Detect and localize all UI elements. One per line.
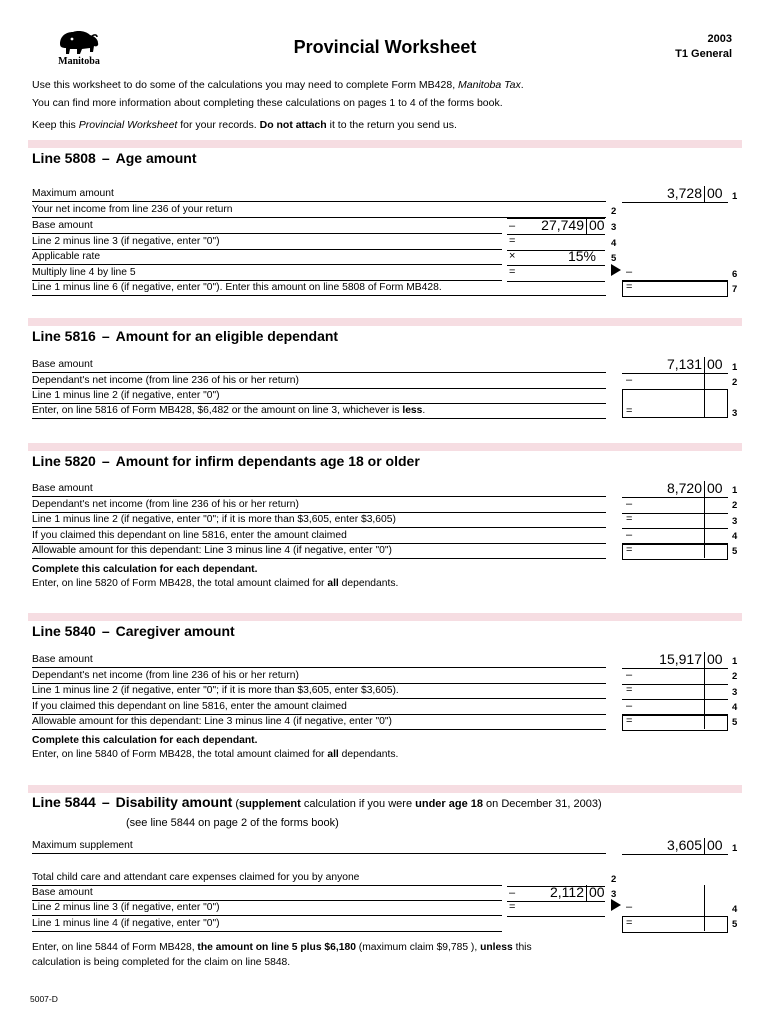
line-3-field[interactable]	[622, 683, 728, 700]
line-code: Line 5820	[32, 453, 96, 469]
note-text: dependants.	[338, 749, 399, 760]
row-5808-2: Your net income from line 236 of your return	[32, 202, 606, 218]
row-5808-3: Base amount	[32, 218, 502, 234]
op-equals: =	[626, 684, 633, 696]
line-number: 1	[732, 485, 738, 496]
row-5816-2: Dependant's net income (from line 236 of his or her return)	[32, 373, 606, 389]
cents-divider	[586, 885, 587, 901]
section-title-5808	[32, 150, 197, 166]
section-band	[28, 785, 742, 793]
row-5844-4: Line 2 minus line 3 (if negative, enter "0")	[32, 900, 502, 916]
section-band	[28, 443, 742, 451]
row-5808-6: Multiply line 4 by line 5	[32, 265, 502, 281]
final-bold: unless	[480, 942, 513, 953]
line-5-result-box[interactable]	[622, 714, 728, 731]
section-name: Amount for an eligible dependant	[115, 328, 339, 344]
line-number: 7	[732, 284, 738, 295]
row-text: Enter, on line 5816 of Form MB428, $6,482 or the amount on line 3, whichever is	[32, 405, 403, 416]
op-equals: =	[626, 544, 633, 556]
age-label: under age 18	[415, 798, 483, 810]
line-code: Line 5840	[32, 623, 96, 639]
line-number: 2	[732, 377, 738, 388]
line-number: 4	[732, 904, 738, 915]
op-minus: –	[626, 669, 633, 681]
cents: 00	[707, 837, 723, 853]
op-equals: =	[626, 715, 633, 727]
line-number: 5	[611, 253, 617, 264]
row-5820-1: Base amount	[32, 481, 606, 497]
row-5840-5: Allowable amount for this dependant: Line 3 minus line 4 (if negative, enter "0")	[32, 714, 606, 730]
line-7-result-box[interactable]	[622, 280, 728, 297]
subtitle-text: on December 31, 2003	[482, 798, 598, 810]
line-number: 2	[611, 206, 617, 217]
row-5808-5: Applicable rate	[32, 249, 502, 265]
row-text: .	[422, 405, 426, 416]
op-equals: =	[509, 266, 516, 278]
row-text-bold: less	[402, 405, 423, 416]
row-5808-7: Line 1 minus line 6 (if negative, enter "0"). Enter this amount on line 5808 of Form MB428.	[32, 280, 606, 296]
title-dash: –	[101, 794, 110, 810]
op-equals: =	[626, 917, 633, 929]
row-5844-2: Total child care and attendant care expenses claimed for you by anyone	[32, 870, 502, 886]
line-number: 2	[732, 671, 738, 682]
line-3-result-box[interactable]	[622, 389, 728, 418]
section-band	[28, 140, 742, 148]
note-bold: all	[327, 749, 339, 760]
cents-divider	[704, 186, 705, 203]
section-title-5840	[32, 623, 235, 639]
final-text: this	[512, 942, 532, 953]
page-title: Provincial Worksheet	[293, 37, 477, 57]
row-5816-1: Base amount	[32, 357, 606, 373]
line-number: 4	[611, 238, 617, 249]
line-6-field[interactable]	[507, 265, 605, 282]
op-minus: –	[626, 901, 633, 913]
form-code: 5007-D	[30, 994, 58, 1004]
op-minus: –	[509, 220, 516, 232]
line-number: 3	[732, 516, 738, 527]
op-minus: –	[626, 498, 633, 510]
see-forms-book: (see line 5844 on page 2 of the forms book)	[126, 817, 339, 829]
line-number: 5	[732, 546, 738, 557]
cents: 00	[707, 185, 723, 201]
intro-text: .	[520, 79, 524, 91]
line-number: 5	[732, 919, 738, 930]
note-total	[32, 578, 398, 589]
op-minus: –	[509, 887, 516, 899]
row-5820-4: If you claimed this dependant on line 5816, enter the amount claimed	[32, 528, 606, 544]
cents: 00	[707, 651, 723, 667]
intro-do-not-attach: Do not attach	[259, 119, 327, 131]
op-minus: –	[626, 700, 633, 712]
line-5-result-box[interactable]	[622, 916, 728, 933]
line-number: 4	[732, 702, 738, 713]
section-title-5820	[32, 453, 420, 469]
line-number: 1	[732, 843, 738, 854]
cents: 00	[707, 356, 723, 372]
line-4-total-field[interactable]	[622, 900, 728, 917]
intro-text: it to the return you send us.	[326, 119, 457, 131]
line-code: Line 5844	[32, 794, 96, 810]
arrow-right-icon	[611, 899, 621, 911]
cents-divider	[586, 218, 587, 235]
form-name: T1 General	[675, 48, 732, 60]
intro-line-2: You can find more information about completing these calculations on pages 1 to 4 of the forms book.	[32, 97, 503, 109]
line-number: 3	[732, 687, 738, 698]
section-subtitle	[232, 798, 601, 810]
section-name: Caregiver amount	[115, 623, 235, 639]
supplement-label: supplement	[239, 798, 301, 810]
base-amount: 8,720	[666, 480, 702, 496]
intro-line-3	[32, 119, 457, 131]
intro-worksheet: Provincial Worksheet	[78, 119, 178, 131]
max-amount: 3,728	[666, 185, 702, 201]
row-5820-5: Allowable amount for this dependant: Line 3 minus line 4 (if negative, enter "0")	[32, 543, 606, 559]
title-dash: –	[101, 150, 110, 166]
row-5840-3: Line 1 minus line 2 (if negative, enter "0"; if it is more than $3,605, enter $3,605).	[32, 683, 606, 699]
op-equals: =	[626, 513, 633, 525]
final-instruction	[32, 942, 532, 953]
intro-text: Keep this	[32, 119, 79, 131]
section-band	[28, 613, 742, 621]
final-bold: the amount on line 5 plus $6,180	[197, 942, 356, 953]
note-text: Enter, on line 5840 of Form MB428, the total amount claimed for	[32, 749, 328, 760]
tax-year: 2003	[707, 33, 732, 45]
final-text: Enter, on line 5844 of Form MB428,	[32, 942, 198, 953]
line-number: 6	[732, 269, 738, 280]
op-equals: =	[626, 405, 633, 417]
line-4-field[interactable]	[507, 900, 605, 917]
section-name: Age amount	[115, 150, 197, 166]
cents: 00	[589, 884, 605, 900]
max-supplement: 3,605	[666, 837, 702, 853]
cents-divider	[704, 838, 705, 855]
intro-text: Use this worksheet to do some of the calculations you may need to complete Form MB428,	[32, 79, 459, 91]
line-2-field[interactable]	[622, 373, 728, 390]
row-5820-2: Dependant's net income (from line 236 of his or her return)	[32, 497, 606, 513]
row-5840-4: If you claimed this dependant on line 5816, enter the amount claimed	[32, 699, 606, 715]
note-each-dependant: Complete this calculation for each dependant.	[32, 735, 258, 746]
row-5808-4: Line 2 minus line 3 (if negative, enter "0")	[32, 234, 502, 250]
row-5840-2: Dependant's net income (from line 236 of his or her return)	[32, 668, 606, 684]
section-band	[28, 318, 742, 326]
row-5844-1: Maximum supplement	[32, 838, 606, 854]
section-title-5816	[32, 328, 338, 344]
cents: 00	[589, 217, 605, 233]
op-minus: –	[626, 529, 633, 541]
row-5808-1: Maximum amount	[32, 186, 606, 202]
cents: 00	[707, 480, 723, 496]
op-equals: =	[626, 281, 633, 293]
base-amount: 2,112	[550, 884, 584, 900]
line-number: 1	[732, 656, 738, 667]
line-number: 4	[732, 531, 738, 542]
paren: (	[232, 798, 240, 810]
section-name: Disability amount	[115, 794, 233, 810]
line-number: 1	[732, 362, 738, 373]
base-amount: 7,131	[666, 356, 702, 372]
op-times: ×	[509, 250, 516, 262]
title-dash: –	[101, 328, 110, 344]
row-5816-4	[32, 403, 606, 419]
row-5840-1: Base amount	[32, 652, 606, 668]
row-5844-5: Line 1 minus line 4 (if negative, enter "0")	[32, 916, 502, 932]
final-instruction-2: calculation is being completed for the claim on line 5848.	[32, 957, 291, 968]
line-code: Line 5816	[32, 328, 96, 344]
row-5816-3: Line 1 minus line 2 (if negative, enter "0")	[32, 388, 606, 404]
paren: )	[597, 798, 602, 810]
arrow-right-icon	[611, 264, 621, 276]
line-number: 1	[732, 191, 738, 202]
section-title-5844	[32, 794, 602, 810]
row-5820-3: Line 1 minus line 2 (if negative, enter "0"; if it is more than $3,605, enter $3,605)	[32, 512, 606, 528]
note-total	[32, 749, 398, 760]
op-equals: =	[509, 235, 516, 247]
intro-form-title: Manitoba Tax	[458, 79, 521, 91]
title-dash: –	[101, 623, 110, 639]
applicable-rate: 15%	[567, 248, 596, 264]
final-text: (maximum claim $9,785 ),	[355, 942, 481, 953]
op-equals: =	[509, 901, 516, 913]
logo-wordmark: Manitoba	[58, 56, 100, 67]
line-number: 2	[732, 500, 738, 511]
line-number: 3	[732, 408, 738, 419]
note-text: dependants.	[338, 578, 399, 589]
subtitle-text: calculation if you were	[300, 798, 416, 810]
line-3-field[interactable]	[622, 512, 728, 529]
intro-text: for your records.	[177, 119, 260, 131]
line-number: 3	[611, 222, 617, 233]
row-5844-3: Base amount	[32, 885, 502, 901]
line-5-result-box[interactable]	[622, 543, 728, 560]
section-name: Amount for infirm dependants age 18 or older	[115, 453, 420, 469]
base-amount: 27,749	[541, 217, 584, 233]
base-amount: 15,917	[659, 651, 702, 667]
line-number: 2	[611, 874, 617, 885]
intro-line-1	[32, 79, 524, 91]
note-bold: all	[327, 578, 339, 589]
op-minus: –	[626, 374, 633, 386]
line-code: Line 5808	[32, 150, 96, 166]
line-number: 3	[611, 889, 617, 900]
note-text: Enter, on line 5820 of Form MB428, the total amount claimed for	[32, 578, 328, 589]
title-dash: –	[101, 453, 110, 469]
op-minus: –	[626, 266, 633, 278]
line-number: 5	[732, 717, 738, 728]
note-each-dependant: Complete this calculation for each dependant.	[32, 564, 258, 575]
